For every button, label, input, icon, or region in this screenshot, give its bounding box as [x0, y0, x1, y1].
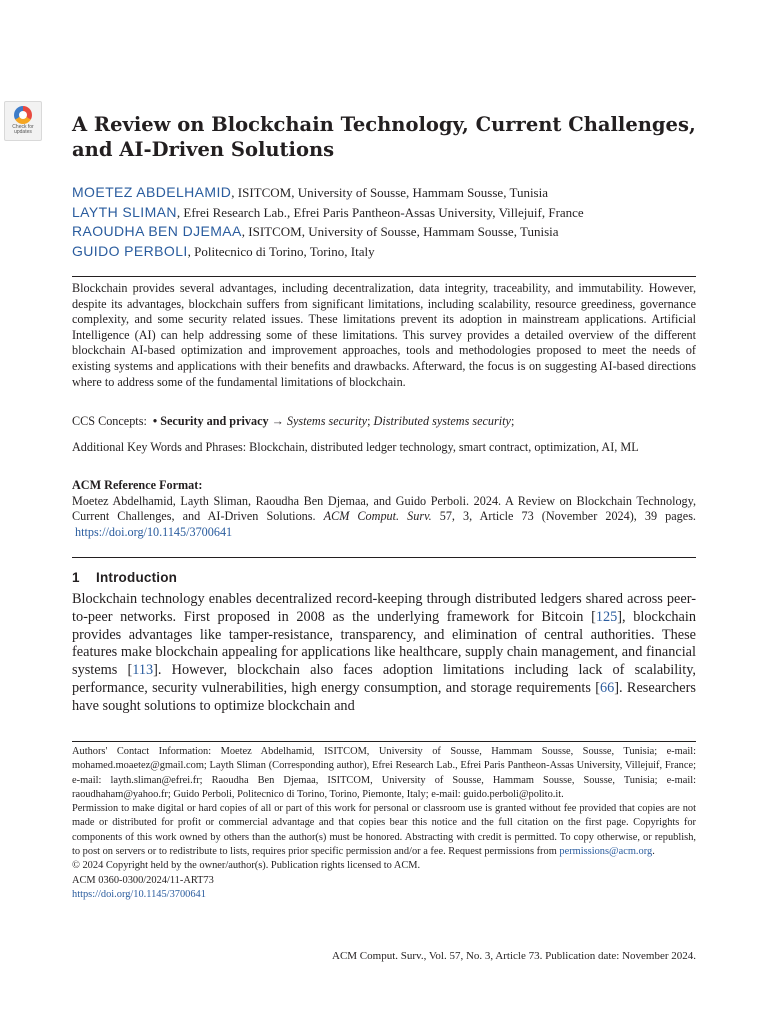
paper-title: [72, 112, 712, 162]
permission-notice: [72, 802, 696, 859]
citation-link[interactable]: 113: [132, 662, 154, 679]
page-footer: ACM Comput. Surv., Vol. 57, No. 3, Article 73. Publication date: November 2024.: [332, 950, 696, 962]
author-entry: [72, 203, 712, 223]
permissions-email-link[interactable]: permissions@acm.org: [559, 846, 653, 858]
author-affiliation: , ISITCOM, University of Sousse, Hammam Sousse, Tunisia: [241, 224, 559, 240]
badge-label-2: updates: [14, 129, 32, 135]
check-for-updates-badge[interactable]: [4, 101, 42, 141]
ccs-item-2: Distributed systems security: [373, 414, 511, 428]
ccs-arrow: →: [268, 414, 287, 428]
author-name[interactable]: LAYTH SLIMAN: [72, 203, 177, 220]
reference-journal: ACM Comput. Surv.: [323, 509, 432, 524]
author-name[interactable]: RAOUDHA BEN DJEMAA: [72, 223, 242, 240]
contact-information: Authors' Contact Information: Moetez Abdelhamid, ISITCOM, University of Sousse, Hammam Sousse, Sousse, Tunisia; e-mail: mohamed.moaetez@gmail.com; Layth Sliman (Corresponding author), Efrei Research Lab., Efrei Paris Pantheon-Assas University, Villejuif, France; e-mail: layth.sliman@efrei.fr; Raoudha Ben Djemaa, ISITCOM, University of Sousse, Hammam Sousse, Sousse, Tunisia; e-mail: raoudhaham@yahoo.fr; Guido Perboli, Politecnico di Torino, Torino, Piemonte, Italy; e-mail: guido.perboli@polito.it.: [72, 746, 696, 800]
citation-link[interactable]: 66: [599, 679, 615, 696]
abstract: Blockchain provides several advantages, including decentralization, data integrity, traceability, and immutability. However, despite its advantages, blockchain suffers from significant limitations, including scalability, resource greediness, governance complexity, and some security related issues. These limitations prevent its adoption in mainstream applications. Artificial Intelligence (AI) can help addressing some of these limitations. This survey provides a detailed overview of the different blockchain AI-based optimization and improvement approaches, tools and methodologies proposed to meet the needs of existing systems and applications with their benefits and drawbacks. Afterward, the focus is on suggesting AI-based directions where to address some of the fundamental limitations of blockchain.: [72, 281, 696, 389]
keywords: Additional Key Words and Phrases: Blockchain, distributed ledger technology, smart contract, optimization, AI, ML: [72, 440, 639, 454]
author-entry: [72, 183, 712, 203]
footnotes: [72, 745, 696, 902]
title-line-1: A Review on Blockchain Technology, Current Challenges,: [72, 113, 696, 136]
badge-label-1: Check for: [12, 124, 34, 130]
section-number: 1: [72, 570, 80, 585]
ccs-concepts: [72, 414, 696, 430]
ccs-category: • Security and privacy: [152, 414, 269, 428]
issn-line: ACM 0360-0300/2024/11-ART73: [72, 874, 214, 886]
intro-text: ]. However, blockchain also faces adoption limitations including lack of scalability, performance, security vulnerabilities, high energy consumption, and storage requirements [: [72, 662, 696, 696]
footnote-rule: [72, 741, 696, 742]
citation-link[interactable]: 125: [595, 608, 618, 625]
author-entry: [72, 222, 712, 242]
ccs-separator: ;: [367, 414, 374, 428]
title-line-2: and AI-Driven Solutions: [72, 138, 335, 161]
ccs-end: ;: [510, 414, 515, 428]
author-affiliation: , Efrei Research Lab., Efrei Paris Pantheon-Assas University, Villejuif, France: [176, 204, 584, 220]
crossmark-icon: [14, 106, 32, 124]
author-list: [72, 183, 712, 261]
section-heading: [72, 570, 177, 585]
reference-doi-link[interactable]: https://doi.org/10.1145/3700641: [75, 524, 233, 539]
author-affiliation: , ISITCOM, University of Sousse, Hammam Sousse, Tunisia: [231, 185, 548, 200]
ccs-item-1: Systems security: [286, 414, 368, 428]
footnote-doi-link[interactable]: https://doi.org/10.1145/3700641: [72, 888, 206, 900]
abstract-bottom-rule: [72, 557, 696, 558]
author-name[interactable]: GUIDO PERBOLI: [72, 242, 188, 259]
reference-body: [72, 494, 696, 541]
author-entry: [72, 242, 712, 262]
intro-text: Blockchain technology enables decentralized record-keeping through distributed ledgers shared across peer-to-peer networks. First proposed in 2008 as the underlying framework for Bitcoin [: [72, 591, 696, 625]
author-name[interactable]: MOETEZ ABDELHAMID: [72, 184, 232, 200]
intro-text: ]. Researchers have sought solutions to optimize blockchain and: [72, 679, 696, 714]
reference-text: Moetez Abdelhamid, Layth Sliman, Raoudha Ben Djemaa, and Guido Perboli. 2024. A Review on Blockchain Technology, Current Challenges, and AI-Driven Solutions.: [72, 493, 696, 524]
reference-text-post: 57, 3, Article 73 (November 2024), 39 pages.: [431, 509, 696, 524]
intro-text: ], blockchain provides advantages like tamper-resistance, transparency, and elimination of central authorities. These features make blockchain appealing for applications like healthcare, supply chain management, and financial systems [: [72, 608, 696, 679]
copyright-notice: © 2024 Copyright held by the owner/author(s). Publication rights licensed to ACM.: [72, 860, 421, 872]
permission-end: .: [652, 846, 655, 858]
section-title: Introduction: [96, 570, 178, 585]
intro-paragraph: [72, 591, 696, 716]
permission-text: Permission to make digital or hard copies of all or part of this work for personal or classroom use is granted without fee provided that copies are not made or distributed for profit or commercial advantage and that copies bear this notice and the full citation on the first page. Copyrights for components of this work owned by others than the author(s) must be honored. Abstracting with credit is permitted. To copy otherwise, or republish, to post on servers or to redistribute to lists, requires prior specific permission and/or a fee. Request permissions from: [72, 803, 696, 858]
ccs-label: CCS Concepts:: [72, 414, 147, 428]
reference-heading: ACM Reference Format:: [72, 478, 203, 492]
author-affiliation: , Politecnico di Torino, Torino, Italy: [187, 243, 375, 259]
reference-format: [72, 478, 696, 540]
abstract-top-rule: [72, 276, 696, 277]
